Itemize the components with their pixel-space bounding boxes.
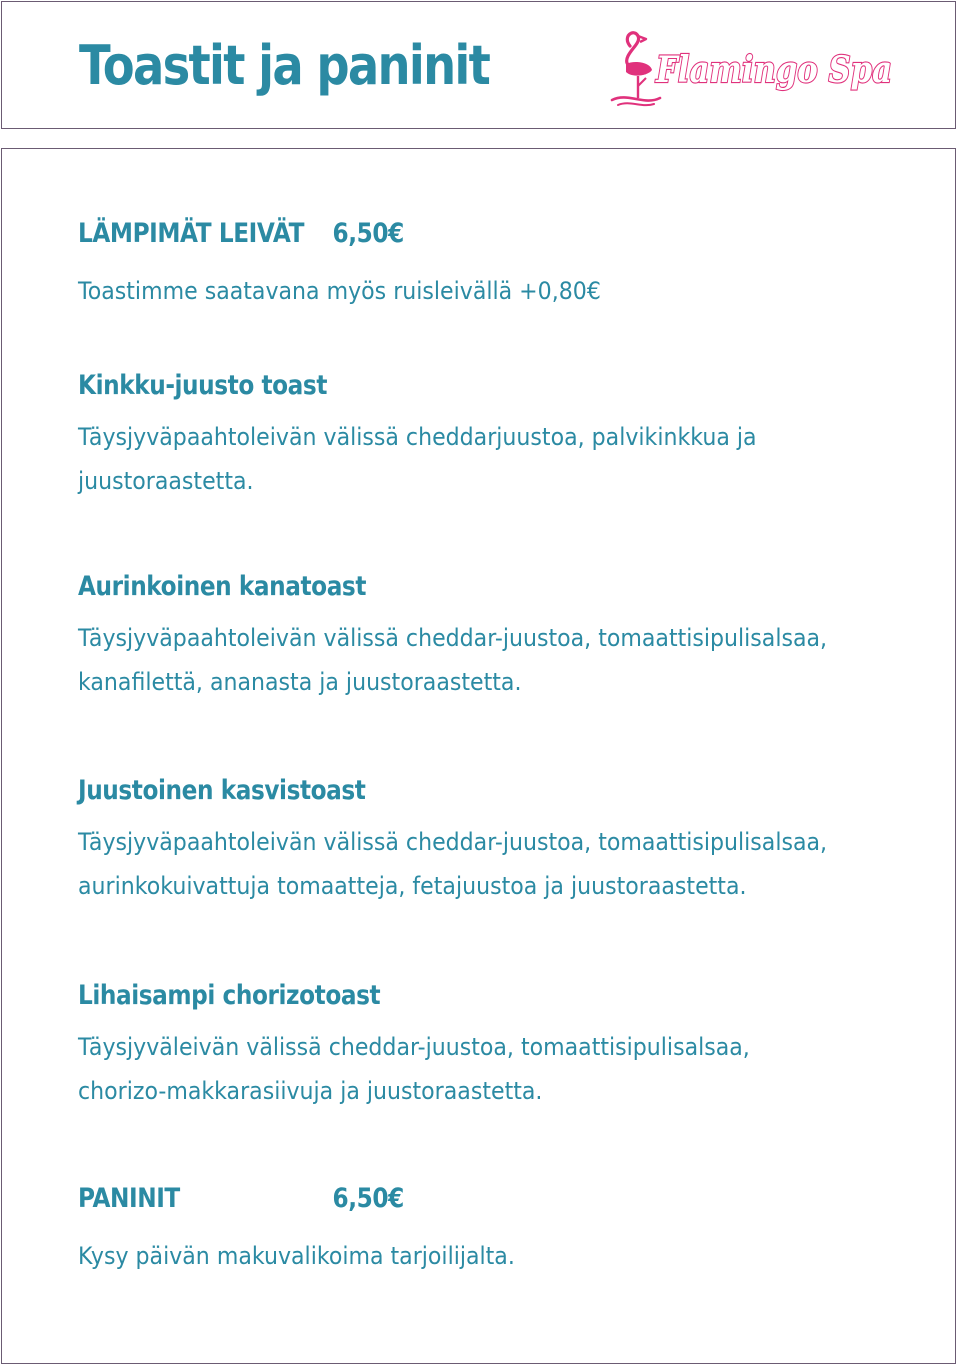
menu-item-description [78,415,906,503]
page-title: Toastit ja paninit [79,34,490,97]
warm-sandwiches-price: 6,50€ [332,218,404,249]
menu-item-description [78,820,906,908]
description-line: kanafilettä, ananasta ja juustoraastetta. [78,668,522,696]
logo-text: Flamingo Spa [655,49,892,91]
description-line: aurinkokuivattuja tomaatteja, fetajuustoa ja juustoraastetta. [78,872,747,900]
warm-sandwiches-heading [78,217,766,251]
header-box [1,1,956,129]
menu-item-name: Aurinkoinen kanatoast [78,571,366,602]
description-line: Täysjyväpaahtoleivän välissä cheddarjuustoa, palvikinkkua ja [78,423,757,451]
paninit-note-text: Kysy päivän makuvalikoima tarjoilijalta. [78,1242,515,1270]
warm-sandwiches-note-text: Toastimme saatavana myös ruisleivällä +0,80€ [78,277,601,305]
paninit-note [78,1234,906,1278]
menu-item-name: Lihaisampi chorizotoast [78,980,381,1011]
flamingo-icon [608,26,900,108]
warm-sandwiches-title: LÄMPIMÄT LEIVÄT [78,218,304,249]
flamingo-spa-logo [608,26,900,108]
menu-item [78,774,878,908]
paninit-section [78,1182,878,1278]
description-line: chorizo-makkarasiivuja ja juustoraastetta. [78,1077,543,1105]
description-line: Täysjyväpaahtoleivän välissä cheddar-juustoa, tomaattisipulisalsaa, [78,624,828,652]
menu-item [78,979,878,1113]
menu-item-name: Kinkku-juusto toast [78,370,327,401]
description-line: juustoraastetta. [78,467,254,495]
paninit-price: 6,50€ [332,1183,404,1214]
paninit-title: PANINIT [78,1183,180,1214]
menu-item-description [78,1025,906,1113]
warm-sandwiches-section [78,217,878,313]
menu-item [78,570,878,704]
paninit-heading [78,1182,766,1216]
warm-sandwiches-note [78,269,906,313]
description-line: Täysjyväpaahtoleivän välissä cheddar-juustoa, tomaattisipulisalsaa, [78,828,828,856]
description-line: Täysjyväleivän välissä cheddar-juustoa, tomaattisipulisalsaa, [78,1033,750,1061]
menu-item [78,369,878,503]
menu-item-name: Juustoinen kasvistoast [78,775,366,806]
menu-item-description [78,616,906,704]
